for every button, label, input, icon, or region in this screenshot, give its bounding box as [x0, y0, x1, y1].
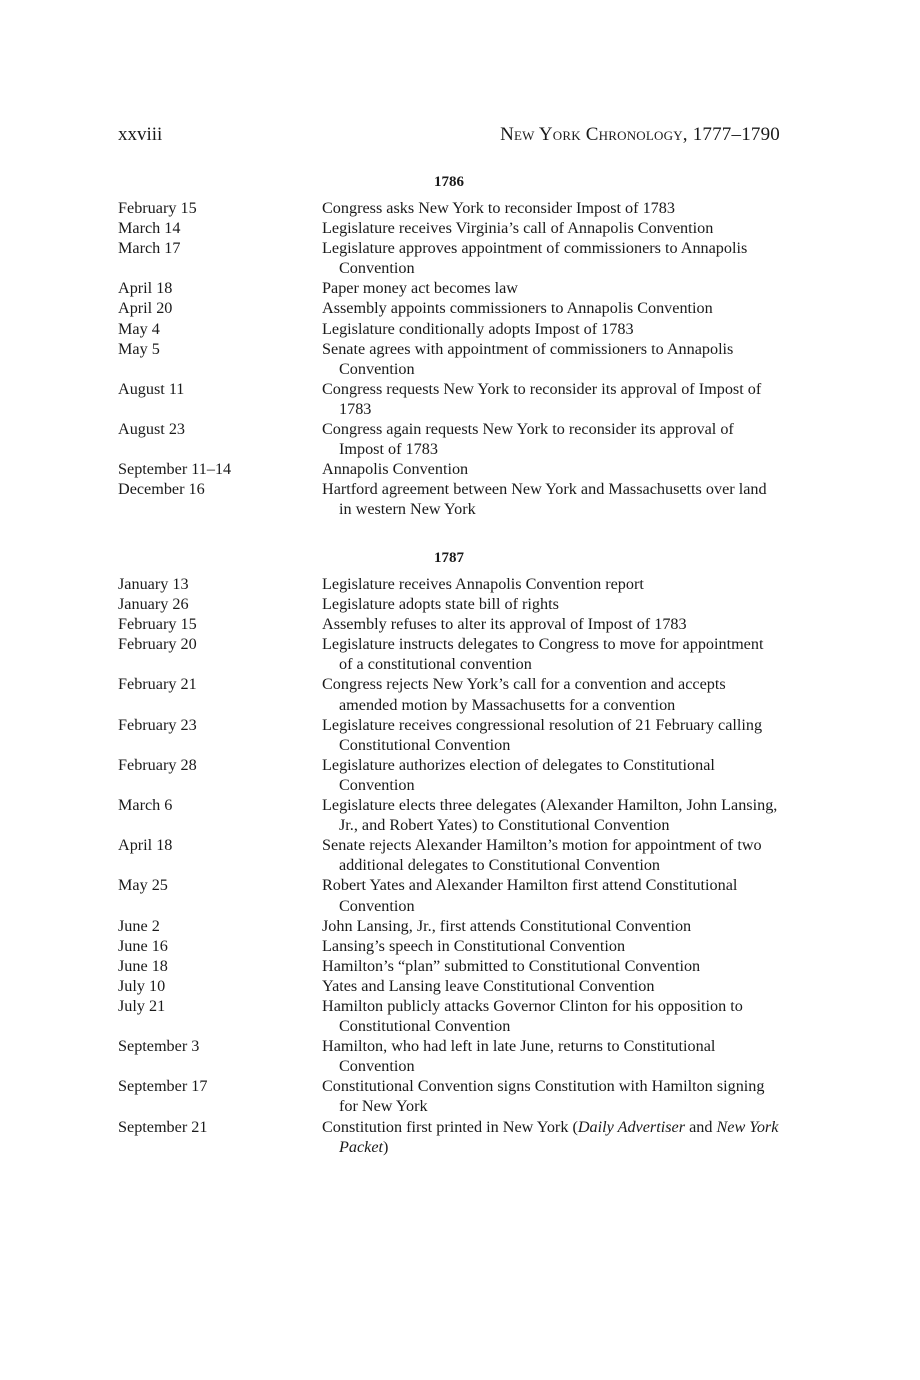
chronology-entry [118, 379, 780, 419]
chronology-entry [118, 218, 780, 238]
entry-date: February 21 [118, 675, 197, 694]
chronology-entry [118, 835, 780, 875]
chronology-entry [118, 875, 780, 915]
year-section-1786 [118, 172, 780, 520]
chronology-entry [118, 795, 780, 835]
entry-event: Constitution first printed in New York (Daily Advertiser and New York Packet) [322, 1117, 779, 1156]
entry-list [118, 198, 780, 520]
entry-date: February 23 [118, 715, 197, 734]
entry-date: July 21 [118, 996, 166, 1015]
entry-date: April 20 [118, 299, 173, 318]
entry-event: Congress asks New York to reconsider Impost of 1783 [322, 199, 675, 217]
entry-event: Congress rejects New York’s call for a convention and accepts amended motion by Massachusetts for a convention [322, 675, 726, 714]
chronology-entry [118, 574, 780, 594]
chronology-entry [118, 674, 780, 714]
entry-date: June 2 [118, 916, 160, 935]
entry-date: December 16 [118, 480, 205, 499]
chronology-entry [118, 755, 780, 795]
entry-date: April 18 [118, 279, 173, 298]
entry-date: February 20 [118, 635, 197, 654]
entry-event: Hamilton’s “plan” submitted to Constitutional Convention [322, 956, 701, 975]
entry-event: Congress again requests New York to reconsider its approval of Impost of 1783 [322, 420, 734, 459]
entry-event: Senate agrees with appointment of commissioners to Annapolis Convention [322, 339, 734, 378]
entry-event: Hamilton, who had left in late June, returns to Constitutional Convention [322, 1037, 716, 1076]
year-heading: 1786 [434, 174, 464, 190]
entry-date: September 3 [118, 1037, 200, 1056]
entry-event: Legislature receives Annapolis Convention report [322, 575, 644, 593]
chronology-entry [118, 319, 780, 339]
chronology-entry [118, 996, 780, 1036]
chronology-entry [118, 459, 780, 479]
chronology-entry [118, 419, 780, 459]
entry-date: January 13 [118, 575, 189, 593]
entry-event: Legislature elects three delegates (Alexander Hamilton, John Lansing, Jr., and Robert Yates) to Constitutional Convention [322, 796, 778, 835]
entry-event: Legislature receives congressional resolution of 21 February calling Constitutional Convention [322, 715, 763, 754]
entry-list [118, 574, 780, 1157]
year-heading: 1787 [434, 550, 464, 566]
entry-event: Robert Yates and Alexander Hamilton first attend Constitutional Convention [322, 876, 738, 915]
entry-date: January 26 [118, 595, 189, 614]
entry-event: Congress requests New York to reconsider its approval of Impost of 1783 [322, 379, 762, 418]
chronology-entry [118, 1036, 780, 1076]
entry-date: March 14 [118, 219, 181, 238]
entry-event: Constitutional Convention signs Constitution with Hamilton signing for New York [322, 1077, 765, 1116]
entry-event: Legislature authorizes election of delegates to Constitutional Convention [322, 755, 715, 794]
chronology-entry [118, 278, 780, 298]
page-header [118, 124, 780, 146]
chronology-entry [118, 238, 780, 278]
entry-date: February 15 [118, 199, 197, 217]
entry-event: Paper money act becomes law [322, 279, 518, 298]
entry-date: August 11 [118, 379, 185, 398]
entry-event: Lansing’s speech in Constitutional Convention [322, 936, 626, 955]
chronology-entry [118, 715, 780, 755]
entry-event: Legislature approves appointment of commissioners to Annapolis Convention [322, 239, 748, 278]
year-section-1787 [118, 548, 780, 1157]
entry-date: June 18 [118, 956, 168, 975]
entry-event: Legislature adopts state bill of rights [322, 595, 559, 614]
chronology-entry [118, 916, 780, 936]
chronology-entry [118, 298, 780, 318]
entry-event: Assembly refuses to alter its approval of Impost of 1783 [322, 615, 687, 634]
entry-date: June 16 [118, 936, 168, 955]
chronology-entry [118, 936, 780, 956]
chronology-entry [118, 594, 780, 614]
chronology-entry [118, 614, 780, 634]
chronology-entry [118, 956, 780, 976]
entry-date: May 25 [118, 876, 168, 895]
entry-date: March 17 [118, 239, 181, 258]
entry-event: Annapolis Convention [322, 460, 469, 479]
entry-date: August 23 [118, 420, 186, 439]
entry-date: May 4 [118, 319, 160, 338]
entry-date: May 5 [118, 339, 160, 358]
entry-event: Hamilton publicly attacks Governor Clinton for his opposition to Constitutional Convention [322, 996, 743, 1036]
entry-date: February 28 [118, 755, 197, 774]
entry-date: September 17 [118, 1077, 208, 1096]
entry-date: April 18 [118, 836, 173, 855]
entry-event: Legislature instructs delegates to Congress to move for appointment of a constitutional convention [322, 635, 764, 674]
entry-event: Yates and Lansing leave Constitutional Convention [322, 976, 655, 995]
chronology-entry [118, 198, 780, 218]
entry-date: September 11–14 [118, 460, 232, 479]
entry-date: September 21 [118, 1117, 208, 1136]
chronology-entry [118, 1076, 780, 1116]
entry-event: Hartford agreement between New York and Massachusetts over land in western New York [322, 480, 767, 519]
chronology-entry [118, 1117, 780, 1157]
chronology-entry [118, 976, 780, 996]
chronology-entry [118, 479, 780, 519]
entry-event: Legislature conditionally adopts Impost of 1783 [322, 319, 634, 338]
page-number: xxviii [118, 124, 163, 145]
entry-event: Legislature receives Virginia’s call of Annapolis Convention [322, 219, 714, 238]
entry-event: John Lansing, Jr., first attends Constitutional Convention [322, 916, 692, 935]
entry-event: Assembly appoints commissioners to Annapolis Convention [322, 299, 713, 318]
chronology-entry [118, 339, 780, 379]
chronology-entry [118, 634, 780, 674]
running-title: New York Chronology, 1777–1790 [500, 124, 780, 145]
entry-date: February 15 [118, 615, 197, 634]
entry-event: Senate rejects Alexander Hamilton’s motion for appointment of two additional delegates to Constitutional Convention [322, 836, 762, 875]
entry-date: July 10 [118, 976, 166, 995]
entry-date: March 6 [118, 796, 173, 815]
